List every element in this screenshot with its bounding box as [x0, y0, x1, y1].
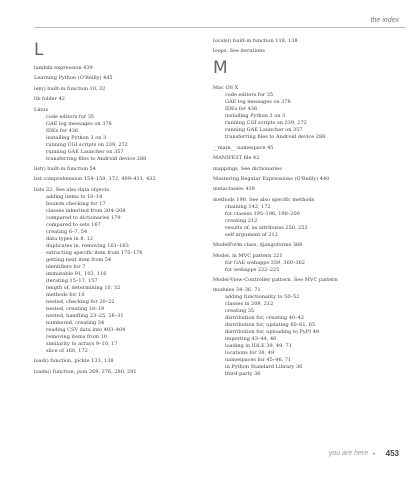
index-subentry: nested, handling 23–25, 28–31 [46, 312, 124, 319]
index-subentry: installing Python 3 on 3 [46, 134, 107, 141]
index-subentry: classes inherited from 204–208 [46, 207, 126, 214]
section-letter-m: M [213, 58, 228, 79]
index-subentry: compared to dictionaries 179 [46, 214, 121, 221]
index-subentry: duplicates in, removing 161–163 [46, 242, 129, 249]
index-subentry: GAE log messages on 378 [46, 120, 112, 127]
index-subentry: self argument of 212 [225, 231, 278, 238]
index-subentry: identifiers for 7 [46, 263, 86, 270]
index-subentry: transferring files to Android device 288 [225, 134, 326, 141]
index-subentry: adding items to 10–14 [46, 193, 103, 200]
index-entry: loops. See iterations [213, 48, 265, 55]
index-subentry: for GAE webapps 359, 360–362 [225, 259, 305, 266]
left-entry-list [34, 65, 209, 376]
index-entry: Mac OS X [213, 85, 239, 92]
footer-arrow-icon: ▸ [373, 450, 376, 457]
index-subentry: GAE log messages on 378 [225, 99, 291, 106]
index-subentry: nested, checking for 20–22 [46, 298, 115, 305]
index-subentry: running CGI scripts on 239, 272 [46, 141, 128, 148]
index-subentry: creating 35 [225, 308, 255, 315]
index-subentry: distribution for, creating 40–42 [225, 315, 305, 322]
index-entry: MANIFEST file 42 [213, 155, 260, 162]
index-entry: mappings. See dictionaries [213, 165, 282, 172]
index-entry: __main__ namespace 45 [213, 144, 274, 151]
left-column [34, 38, 209, 376]
index-subentry: namespaces for 45–46, 71 [225, 357, 292, 364]
index-subentry: getting next item from 54 [46, 256, 112, 263]
index-subentry: slice of 160, 172 [46, 347, 88, 354]
index-entry: list comprehension 154–159, 172, 409–411, 432 [34, 176, 156, 183]
index-subentry: results of, as attributes 250, 253 [225, 224, 308, 231]
section-letter-l: L [34, 40, 44, 60]
index-subentry: loading in IDLE 39, 49, 71 [225, 343, 292, 350]
index-subentry: distribution for, updating 60–61, 65 [225, 322, 316, 329]
index-subentry: nested, creating 18–19 [46, 305, 105, 312]
index-subentry: IDEs for 436 [225, 106, 258, 113]
index-entry: lists 32. See also data objects [34, 186, 110, 193]
index-subentry: length of, determining 10, 32 [46, 284, 121, 291]
index-subentry: extracting specific item from 175–176 [46, 249, 143, 256]
index-subentry: IDEs for 436 [46, 127, 79, 134]
index-subentry: creating 6–7, 54 [46, 228, 88, 235]
index-subentry: in Python Standard Library 36 [225, 364, 303, 371]
index-subentry: adding functionality to 50–52 [225, 294, 300, 301]
index-subentry: third-party 36 [225, 371, 261, 378]
index-subentry: for classes 195–196, 198–200 [225, 210, 300, 217]
index-subentry: removing items from 10 [46, 333, 107, 340]
running-header: the index [370, 17, 399, 24]
index-subentry: numbered, creating 54 [46, 319, 105, 326]
index-entry: Learning Python (O'Reilly) 445 [34, 75, 113, 82]
index-subentry: chaining 142, 172 [225, 203, 271, 210]
index-entry: metaclasses 439 [213, 186, 255, 193]
index-subentry: running GAE Launcher on 357 [46, 148, 124, 155]
index-entry: methods 190. See also specific methods [213, 196, 315, 203]
index-subentry: classes in 209, 212 [225, 301, 274, 308]
index-subentry: installing Python 3 on 3 [225, 113, 286, 120]
index-subentry: reading CSV data into 403–404 [46, 326, 126, 333]
index-subentry: running CGI scripts on 239, 272 [225, 120, 307, 127]
footer-label: you are here [328, 450, 369, 457]
index-subentry: bounds checking for 17 [46, 200, 106, 207]
index-entry: Linux [34, 106, 49, 113]
right-continued-entry-list [213, 38, 388, 55]
page-number: 453 [385, 449, 399, 458]
index-entry: modules 34–36, 71 [213, 287, 261, 294]
index-entry: ModelForm class, djangoforms 368 [213, 242, 303, 249]
index-subentry: for webapps 222–225 [225, 266, 280, 273]
right-entry-list [213, 85, 388, 378]
index-entry: Model, in MVC pattern 221 [213, 252, 283, 259]
index-entry: loads() function, json 269, 276, 280, 291 [34, 368, 137, 375]
index-subentry: creating 212 [225, 217, 258, 224]
index-subentry: immutable 91, 103, 116 [46, 270, 107, 277]
index-subentry: iterating 15–17, 157 [46, 277, 98, 284]
right-column [213, 38, 388, 378]
index-entry: lambda expression 439 [34, 65, 93, 71]
index-entry: len() built-in function 10, 32 [34, 85, 106, 92]
index-entry: lib folder 42 [34, 96, 65, 103]
index-entry: Model-View-Controller pattern. See MVC pattern [213, 276, 338, 283]
index-subentry: transferring files to Android device 288 [46, 155, 147, 162]
index-subentry: data types in 8, 12 [46, 235, 94, 242]
index-entry: Mastering Regular Expressions (O'Reilly) 440 [213, 175, 330, 182]
index-subentry: similarity to arrays 9–10, 17 [46, 340, 118, 347]
header-rule [34, 27, 406, 28]
index-subentry: distribution for, uploading to PyPI 48 [225, 329, 320, 336]
index-subentry: code editors for 35 [46, 113, 95, 120]
index-subentry: importing 43–44, 46 [225, 336, 277, 343]
index-subentry: locations for 38, 49 [225, 350, 275, 357]
index-entry: list() built-in function 54 [34, 165, 96, 172]
index-entry: load() function, pickle 133, 138 [34, 358, 114, 365]
index-subentry: compared to sets 167 [46, 221, 101, 228]
index-subentry: code editors for 35 [225, 92, 274, 99]
page-footer [329, 449, 399, 458]
index-subentry: running GAE Launcher on 357 [225, 127, 303, 134]
index-subentry: methods for 10 [46, 291, 85, 298]
index-entry: locals() built-in function 118, 138 [213, 38, 298, 44]
